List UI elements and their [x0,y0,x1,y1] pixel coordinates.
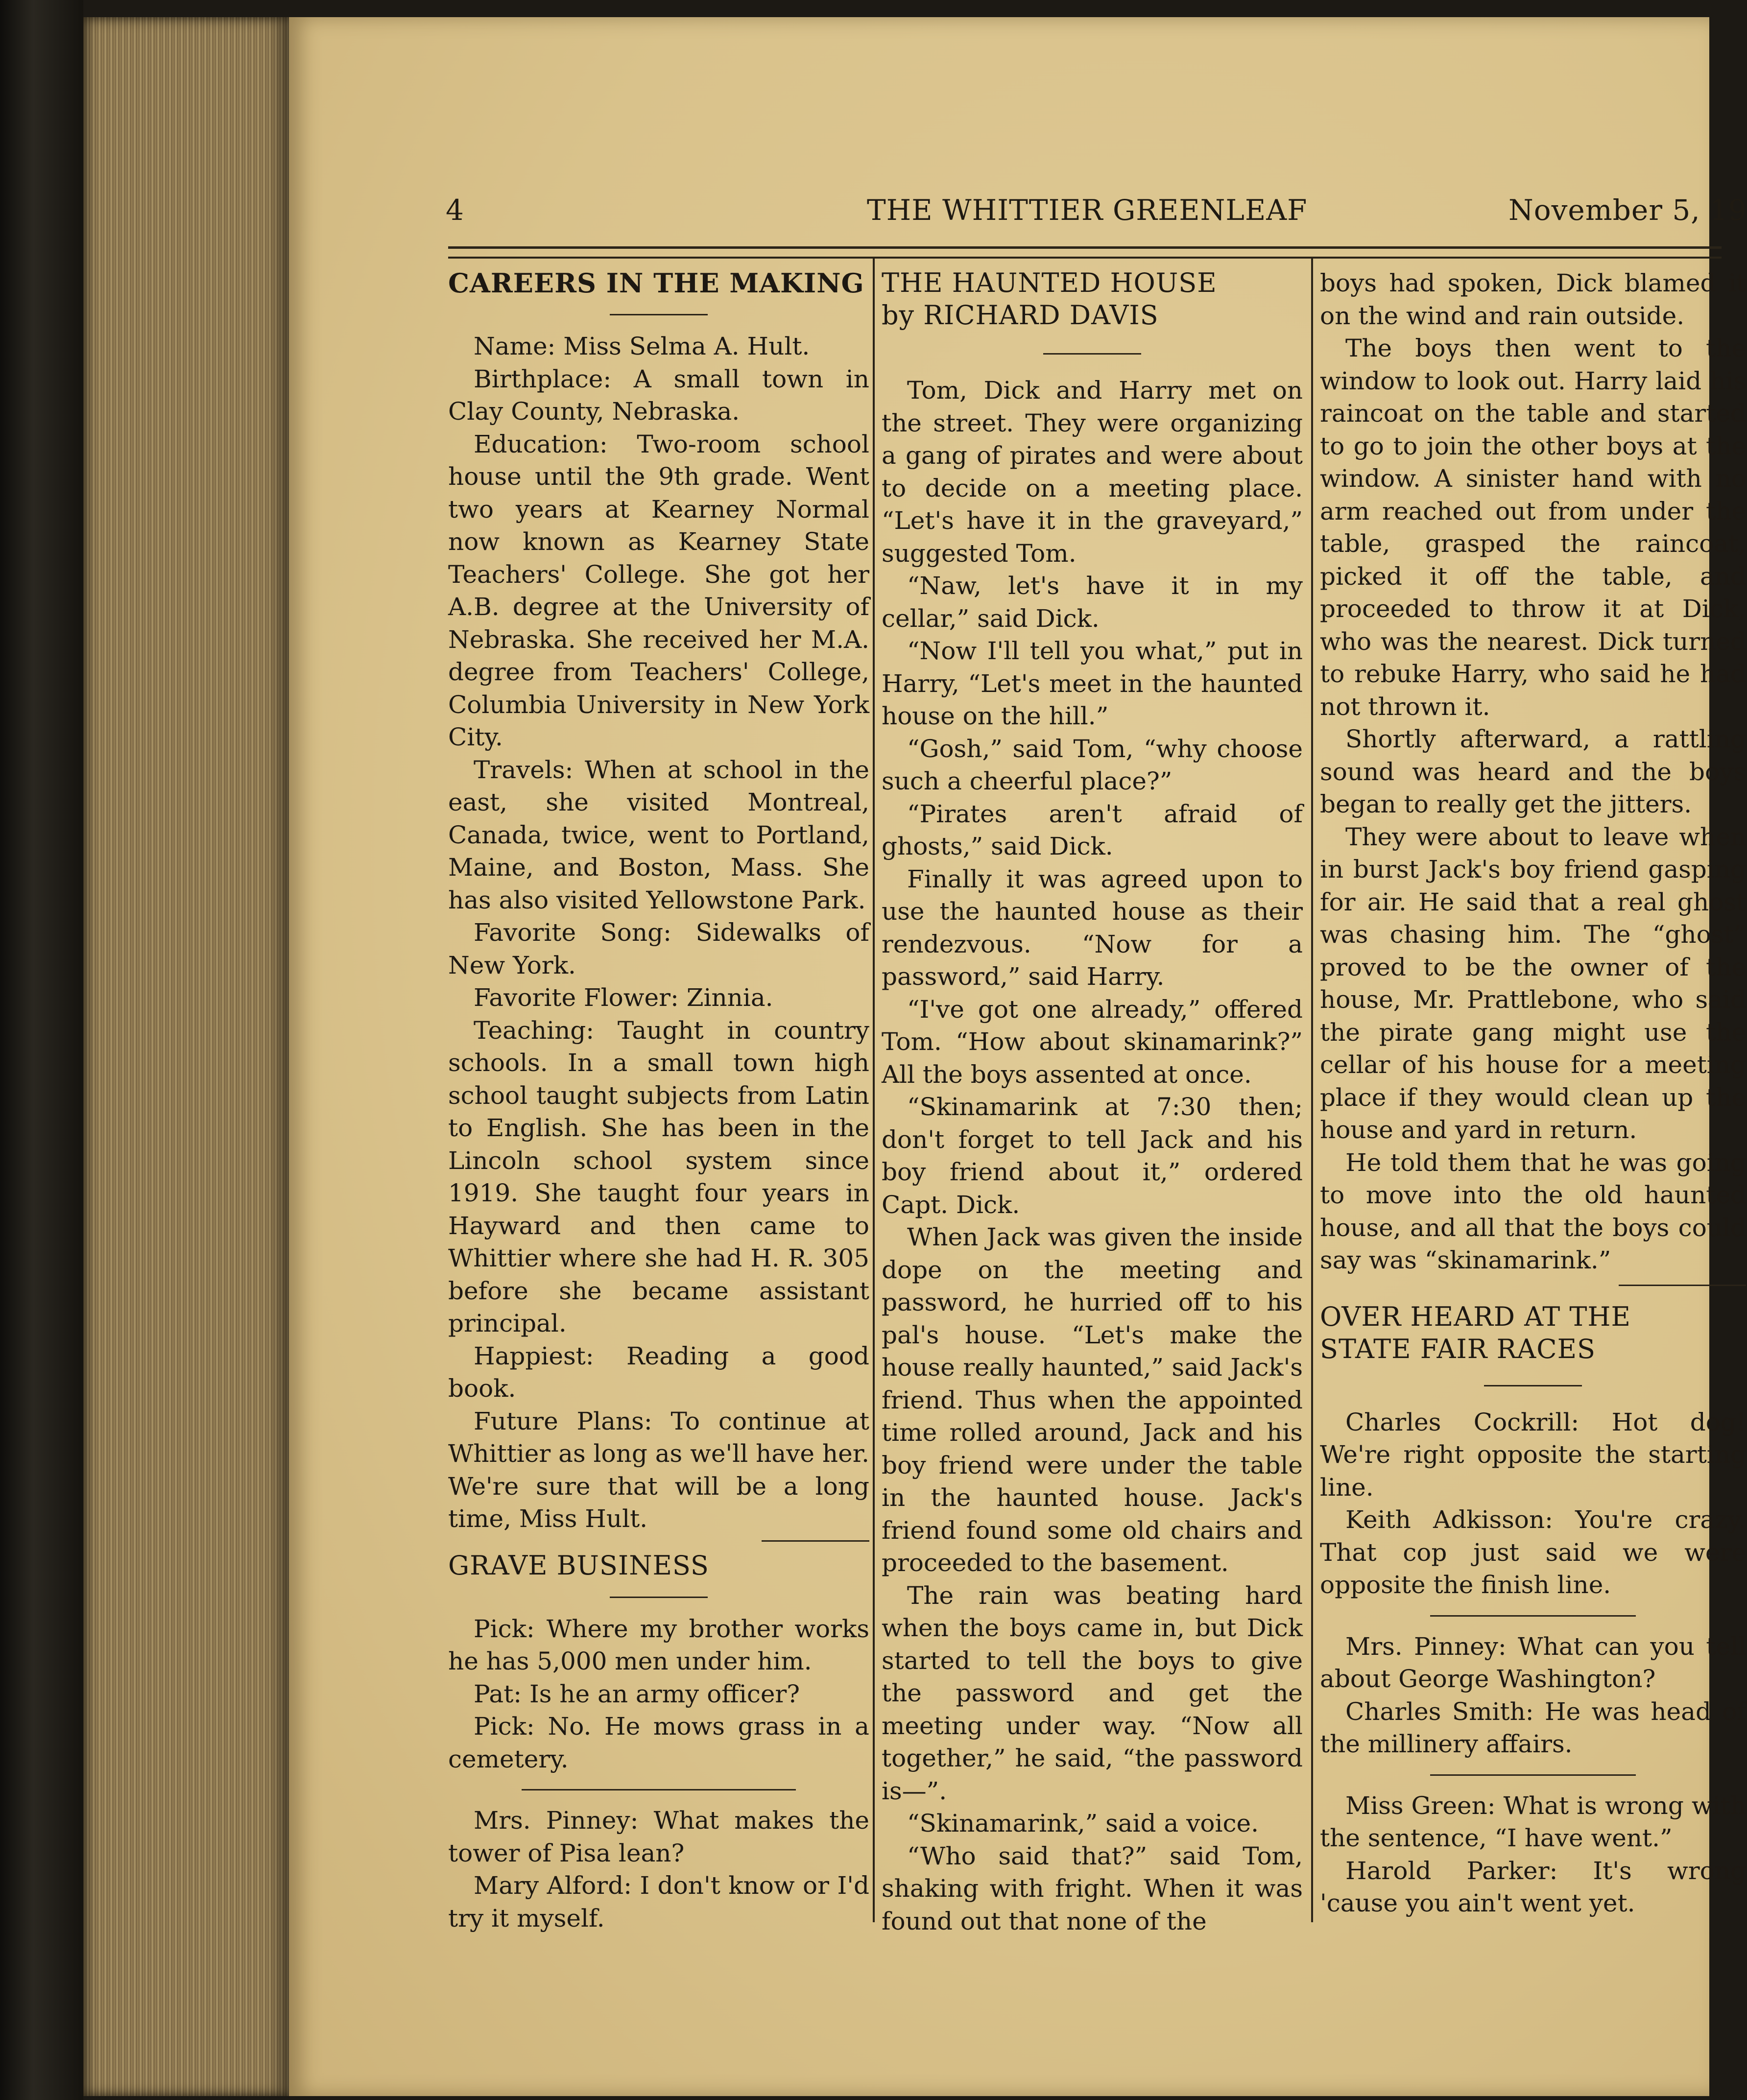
page-edges [83,17,289,2096]
story-paragraph: Finally it was agreed upon to use the haunted house as their rendezvous. “Now for a password,” said Harry. [882,864,1303,991]
issue-date: November 5, 19 [1508,193,1747,227]
heading-rule [1043,353,1141,355]
masthead-rule [448,246,1722,259]
careers-heading: CAREERS IN THE MAKING [448,267,864,299]
byline: by RICHARD DAVIS [882,300,1159,331]
grave-business-heading: GRAVE BUSINESS [448,1550,709,1581]
column-1 [448,267,869,1934]
story-paragraph: “Now I'll tell you what,” put in Harry, “Let's meet in the haunted house on the hill.” [882,637,1303,730]
careers-paragraph: Favorite Song: Sidewalks of New York. [448,918,869,979]
story-paragraph: The boys then went to the window to look out. Harry laid his raincoat on the table and started to go to join the other boys at the window. A sinister hand with no arm reached out from under the table, grasped the raincoat, picked it off the table, and proceeded to throw it at Dick, who was the nearest. Dick turned to rebuke Harry, who said he had not thrown it. [1320,334,1746,721]
joke-line: Pick: No. He mows grass in a cemetery. [448,1712,869,1773]
story-paragraph: boys had spoken, Dick blamed it on the wind and rain outside. [1320,269,1746,330]
story-paragraph: He told them that he was going to move into the old haunted house, and all that the boys could say was “skinamarink.” [1320,1148,1746,1274]
newspaper-page [289,17,1747,2096]
joke-line: Harold Parker: It's wrong 'cause you ain't went yet. [1320,1856,1746,1917]
story-paragraph: “Gosh,” said Tom, “why choose such a cheerful place?” [882,734,1303,795]
column-3 [1320,267,1746,1920]
section-rule [762,1540,869,1542]
joke-line: Mary Alford: I don't know or I'd try it myself. [448,1871,869,1933]
careers-paragraph: Favorite Flower: Zinnia. [474,983,773,1012]
careers-paragraph: Teaching: Taught in country schools. In a small town high school taught subjects from Latin to English. She has been in the Lincoln school system since 1919. She taught four years in Hayward and then came to Whittier where she had H. R. 305 before she became assistant principal. [448,1016,869,1337]
story-paragraph: The rain was beating hard when the boys came in, but Dick started to tell the boys to give the password and get the meeting under way. “Now all together,” he said, “the password is—”. [882,1581,1303,1805]
overheard-heading-line1: OVER HEARD AT THE [1320,1301,1631,1332]
joke-line: Mrs. Pinney: What makes the tower of Pisa lean? [448,1806,869,1867]
joke-line: Charles Cockrill: Hot dog! We're right opposite the starting line. [1320,1408,1746,1502]
story-paragraph: Tom, Dick and Harry met on the street. They were organizing a gang of pirates and were about to decide on a meeting place. “Let's have it in the graveyard,” suggested Tom. [882,376,1303,568]
story-paragraph: “Who said that?” said Tom, shaking with fright. When it was found out that none of the [882,1841,1303,1935]
careers-paragraph: Education: Two-room school house until the 9th grade. Went two years at Kearney Normal now known as Kearney State Teachers' College. She got her A.B. degree at the University of Nebraska. She received her M.A. degree from Teachers' College, Columbia University in New York City. [448,430,869,751]
story-paragraph: “Skinamarink at 7:30 then; don't forget to tell Jack and his boy friend about it,” ordered Capt. Dick. [882,1093,1303,1219]
heading-rule [1484,1385,1582,1386]
joke-line: Pat: Is he an army officer? [474,1679,800,1708]
masthead [446,193,1747,247]
careers-paragraph: Future Plans: To continue at Whittier as long as we'll have her. We're sure that will be a long time, Miss Hult. [448,1407,869,1533]
joke-line: Keith Adkisson: You're crazy. That cop just said we were opposite the finish line. [1320,1505,1746,1599]
heading-rule [610,314,708,315]
section-rule [1430,1774,1636,1776]
book-binding [0,0,83,2100]
joke-line: Miss Green: What is wrong with the sentence, “I have went.” [1320,1791,1746,1852]
careers-paragraph: Name: Miss Selma A. Hult. [474,332,810,360]
section-rule [1619,1285,1746,1286]
joke-line: Mrs. Pinney: What can you tell about George Washington? [1320,1632,1746,1693]
section-rule [522,1789,796,1790]
column-divider-1 [873,257,875,1922]
story-paragraph: When Jack was given the inside dope on the meeting and password, he hurried off to his pal's house. “Let's make the house really haunted,” said Jack's friend. Thus when the appointed time rolled around, Jack and his boy friend were under the table in the haunted house. Jack's friend found some old chairs and proceeded to the basement. [882,1223,1303,1577]
story-paragraph: “I've got one already,” offered Tom. “How about skinamarink?” All the boys assented at once. [882,995,1303,1089]
story-paragraph: “Pirates aren't afraid of ghosts,” said Dick. [882,799,1303,860]
column-divider-2 [1311,257,1313,1922]
careers-paragraph: Travels: When at school in the east, she visited Montreal, Canada, twice, went to Portland, Maine, and Boston, Mass. She has also visited Yellowstone Park. [448,755,869,914]
overheard-heading-line2: STATE FAIR RACES [1320,1333,1596,1364]
story-paragraph: “Naw, let's have it in my cellar,” said Dick. [882,572,1303,633]
page-number: 4 [446,193,464,227]
careers-paragraph: Birthplace: A small town in Clay County, Nebraska. [448,364,869,426]
section-rule [1430,1615,1636,1617]
story-paragraph: Shortly afterward, a rattling sound was heard and the boys began to really get the jitters. [1320,725,1746,818]
story-paragraph: “Skinamarink,” said a voice. [907,1809,1259,1838]
story-paragraph: They were about to leave when in burst Jack's boy friend gasping for air. He said that a real ghost was chasing him. The “ghost” proved to be the owner of the house, Mr. Prattlebone, who said the pirate gang might use the cellar of his house for a meeting place if they would clean up the house and yard in return. [1320,822,1746,1144]
joke-line: Pick: Where my brother works he has 5,000 men under him. [448,1614,869,1675]
heading-rule [610,1597,708,1598]
joke-line: Charles Smith: He was head of the millinery affairs. [1320,1697,1746,1758]
column-2 [882,267,1303,1937]
careers-paragraph: Happiest: Reading a good book. [448,1341,869,1403]
haunted-house-heading: THE HAUNTED HOUSE [882,267,1217,298]
newspaper-title: THE WHITTIER GREENLEAF [867,193,1308,227]
